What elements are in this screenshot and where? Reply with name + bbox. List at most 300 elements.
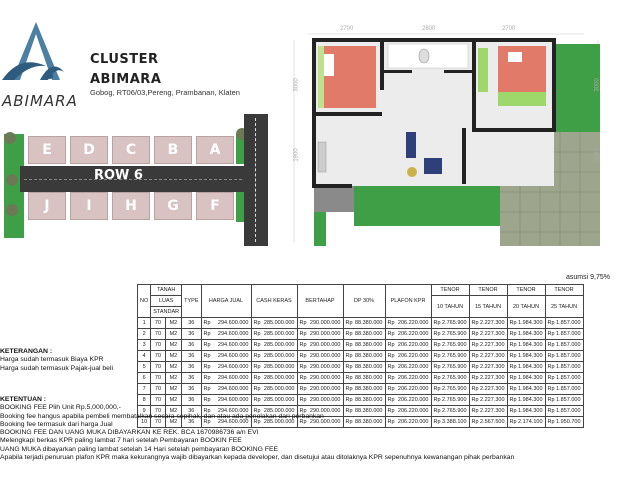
- table-row: [138, 351, 584, 362]
- currency-label: Rp: [433, 408, 441, 414]
- cell-cash-keras: [251, 318, 297, 329]
- currency-label: Rp: [547, 419, 555, 425]
- currency-label: Rp: [299, 397, 307, 403]
- currency-label: Rp: [471, 364, 479, 370]
- cell-unit: M2: [165, 329, 181, 340]
- cell-value: 1.857.000: [556, 331, 581, 337]
- header-standar: STANDAR: [151, 307, 182, 318]
- cell-value: 290.000.000: [309, 331, 341, 337]
- cell-value: 290.000.000: [309, 419, 341, 425]
- cell-dp: [343, 340, 385, 351]
- currency-label: Rp: [299, 375, 307, 381]
- cell-value: 285.000.000: [263, 375, 295, 381]
- cell-value: 1.857.000: [556, 375, 581, 381]
- cell-value: 294.600.000: [217, 419, 249, 425]
- cell-value: 290.000.000: [309, 397, 341, 403]
- cell-tenor-20: [507, 329, 545, 340]
- currency-label: Rp: [299, 364, 307, 370]
- header-tenor-20: 20 TAHUN: [507, 296, 545, 318]
- ketentuan-item: BOOKING FEE DAN UANG MUKA DIBAYARKAN KE REK. BCA 1670986736 a/n EVI: [0, 429, 259, 437]
- cell-value: 1.857.000: [556, 397, 581, 403]
- brand-title-line1: CLUSTER: [90, 52, 159, 67]
- cell-tenor-15: [469, 329, 507, 340]
- ketentuan-item: Booking fee hangus apabila pembeli membatalkan secara sepihak, dan atau ada penolakan dari perbankan: [0, 412, 324, 420]
- cell-plafon: [385, 362, 431, 373]
- currency-label: Rp: [433, 342, 441, 348]
- currency-label: Rp: [547, 364, 555, 370]
- cell-value: 2.227.300: [480, 386, 505, 392]
- cell-harga-jual: [201, 384, 251, 395]
- row-no: 7: [138, 384, 151, 395]
- currency-label: Rp: [253, 353, 261, 359]
- cell-unit: M2: [165, 395, 181, 406]
- currency-label: Rp: [471, 331, 479, 337]
- tree-icon: [4, 132, 16, 144]
- currency-label: Rp: [345, 364, 353, 370]
- cell-value: 88.380.000: [354, 397, 383, 403]
- currency-label: Rp: [253, 331, 261, 337]
- row-no: 5: [138, 362, 151, 373]
- lot-G[interactable]: G: [154, 192, 192, 220]
- keterangan-section: [0, 348, 140, 373]
- cell-bertahap: [297, 329, 343, 340]
- currency-label: Rp: [345, 342, 353, 348]
- cell-tenor-25: [545, 340, 583, 351]
- dimension-label: 2700: [502, 26, 516, 32]
- cell-cash-keras: [251, 340, 297, 351]
- cell-harga-jual: [201, 373, 251, 384]
- cell-value: 88.380.000: [354, 331, 383, 337]
- ketentuan-item: Apabila terjadi penuruan plafon KPR maka kekurangnya wajib dibayarkan kepada developer, dan disetujui atau ditolaknya KPR sepenuhnya kewanangan pihak perbankan: [0, 454, 515, 462]
- cell-value: 1.984.300: [518, 375, 543, 381]
- cell-value: 1.857.000: [556, 386, 581, 392]
- row-no: 9: [138, 406, 151, 417]
- header-tenor: TENOR: [431, 285, 469, 296]
- cell-tenor-25: [545, 362, 583, 373]
- lot-H[interactable]: H: [112, 192, 150, 220]
- currency-label: Rp: [471, 353, 479, 359]
- header-no: NO: [138, 285, 151, 318]
- currency-label: Rp: [547, 397, 555, 403]
- cell-tenor-25: [545, 384, 583, 395]
- cell-value: 294.600.000: [217, 353, 249, 359]
- header-luas: LUAS: [151, 296, 182, 307]
- ketentuan-item: UANG MUKA dibayarkan paling lambat setelah 14 Hari setelah pembayaran BOOKING FEE: [0, 445, 279, 453]
- cell-value: 290.000.000: [309, 364, 341, 370]
- cell-value: 2.227.300: [480, 375, 505, 381]
- currency-label: Rp: [203, 331, 211, 337]
- cell-harga-jual: [201, 318, 251, 329]
- cell-tenor-10: [431, 373, 469, 384]
- tree-icon: [6, 204, 18, 216]
- cell-value: 88.380.000: [354, 386, 383, 392]
- lot-C[interactable]: C: [112, 136, 150, 164]
- currency-label: Rp: [547, 375, 555, 381]
- cell-value: 285.000.000: [263, 364, 295, 370]
- cell-plafon: [385, 318, 431, 329]
- cell-bertahap: [297, 351, 343, 362]
- cell-value: 285.000.000: [263, 353, 295, 359]
- currency-label: Rp: [547, 320, 555, 326]
- currency-label: Rp: [345, 408, 353, 414]
- cell-value: 1.984.300: [518, 408, 543, 414]
- row-no: 3: [138, 340, 151, 351]
- cell-dp: [343, 373, 385, 384]
- cell-tenor-10: [431, 384, 469, 395]
- cell-unit: M2: [165, 406, 181, 417]
- cell-tenor-20: [507, 373, 545, 384]
- table-row: [138, 340, 584, 351]
- cell-value: 206.220.000: [397, 364, 429, 370]
- cell-value: 206.220.000: [397, 419, 429, 425]
- currency-label: Rp: [433, 331, 441, 337]
- cell-value: 88.380.000: [354, 342, 383, 348]
- cell-value: 88.380.000: [354, 408, 383, 414]
- table-row: [138, 329, 584, 340]
- header-tenor-10: 10 TAHUN: [431, 296, 469, 318]
- currency-label: Rp: [509, 375, 517, 381]
- cell-value: 285.000.000: [263, 342, 295, 348]
- currency-label: Rp: [471, 408, 479, 414]
- currency-label: Rp: [387, 397, 395, 403]
- currency-label: Rp: [203, 397, 211, 403]
- currency-label: Rp: [433, 364, 441, 370]
- cell-type: 36: [182, 395, 201, 406]
- cell-value: 88.380.000: [354, 320, 383, 326]
- keterangan-title: KETERANGAN :: [0, 348, 53, 355]
- currency-label: Rp: [253, 419, 261, 425]
- cell-value: 1.857.000: [556, 342, 581, 348]
- cell-harga-jual: [201, 362, 251, 373]
- currency-label: Rp: [387, 320, 395, 326]
- cell-tenor-10: [431, 362, 469, 373]
- cell-type: 36: [182, 329, 201, 340]
- currency-label: Rp: [471, 342, 479, 348]
- currency-label: Rp: [299, 353, 307, 359]
- cell-value: 290.000.000: [309, 386, 341, 392]
- floor-plan-drawing: [284, 22, 606, 250]
- cell-value: 290.000.000: [309, 375, 341, 381]
- dimension-label: 2800: [422, 26, 436, 32]
- cell-plafon: [385, 384, 431, 395]
- lot-E[interactable]: E: [28, 136, 66, 164]
- currency-label: Rp: [547, 386, 555, 392]
- cell-unit: M2: [165, 362, 181, 373]
- cell-harga-jual: [201, 351, 251, 362]
- table-row: [138, 318, 584, 329]
- header-bertahap: BERTAHAP: [297, 285, 343, 318]
- cell-dp: [343, 362, 385, 373]
- currency-label: Rp: [509, 342, 517, 348]
- cell-tenor-25: [545, 351, 583, 362]
- cell-value: 294.600.000: [217, 375, 249, 381]
- currency-label: Rp: [509, 397, 517, 403]
- cell-plafon: [385, 351, 431, 362]
- cell-value: 2.765.900: [442, 397, 467, 403]
- cell-value: 2.765.900: [442, 353, 467, 359]
- cell-value: 1.950.700: [556, 419, 581, 425]
- cell-unit: M2: [165, 340, 181, 351]
- cell-value: 3.388.100: [442, 419, 467, 425]
- currency-label: Rp: [345, 386, 353, 392]
- cell-harga-jual: [201, 329, 251, 340]
- cell-tenor-15: [469, 362, 507, 373]
- cell-value: 285.000.000: [263, 320, 295, 326]
- cell-luas: 70: [151, 373, 165, 384]
- cell-value: 1.984.300: [518, 364, 543, 370]
- cell-tenor-15: [469, 340, 507, 351]
- currency-label: Rp: [509, 331, 517, 337]
- currency-label: Rp: [509, 386, 517, 392]
- cell-value: 206.220.000: [397, 353, 429, 359]
- assumption-note: asumsi 9,75%: [566, 274, 610, 281]
- cell-value: 285.000.000: [263, 397, 295, 403]
- currency-label: Rp: [387, 342, 395, 348]
- cell-value: 206.220.000: [397, 331, 429, 337]
- header-tanah: TANAH: [151, 285, 182, 296]
- cell-value: 1.984.300: [518, 320, 543, 326]
- tree-icon: [6, 174, 18, 186]
- row-no: 6: [138, 373, 151, 384]
- row-no: 4: [138, 351, 151, 362]
- lot-B[interactable]: B: [154, 136, 192, 164]
- cell-luas: 70: [151, 395, 165, 406]
- currency-label: Rp: [547, 342, 555, 348]
- cell-tenor-20: [507, 362, 545, 373]
- cell-type: 36: [182, 373, 201, 384]
- cell-value: 294.600.000: [217, 397, 249, 403]
- currency-label: Rp: [433, 375, 441, 381]
- lot-F[interactable]: F: [196, 192, 234, 220]
- cell-luas: 70: [151, 351, 165, 362]
- cell-luas: 70: [151, 406, 165, 417]
- cell-value: 294.600.000: [217, 342, 249, 348]
- currency-label: Rp: [299, 331, 307, 337]
- lot-I[interactable]: I: [70, 192, 108, 220]
- cell-value: 206.220.000: [397, 320, 429, 326]
- cell-value: 1.984.300: [518, 386, 543, 392]
- currency-label: Rp: [345, 353, 353, 359]
- cell-bertahap: [297, 362, 343, 373]
- cell-tenor-20: [507, 340, 545, 351]
- cell-value: 206.220.000: [397, 386, 429, 392]
- currency-label: Rp: [509, 320, 517, 326]
- currency-label: Rp: [299, 320, 307, 326]
- cell-value: 2.227.300: [480, 397, 505, 403]
- header-dp: DP 30%: [343, 285, 385, 318]
- currency-label: Rp: [547, 331, 555, 337]
- ketentuan-title: KETENTUAN :: [0, 396, 47, 403]
- currency-label: Rp: [471, 320, 479, 326]
- cell-luas: 70: [151, 417, 165, 428]
- header-harga-jual: HARGA JUAL: [201, 285, 251, 318]
- table-row: [138, 362, 584, 373]
- cell-tenor-15: [469, 318, 507, 329]
- cell-value: 1.857.000: [556, 364, 581, 370]
- header-tenor: TENOR: [507, 285, 545, 296]
- row-label: ROW 6: [94, 168, 143, 183]
- currency-label: Rp: [253, 364, 261, 370]
- cell-cash-keras: [251, 351, 297, 362]
- dimension-label: 3000: [594, 78, 601, 92]
- cell-value: 206.220.000: [397, 342, 429, 348]
- currency-label: Rp: [509, 364, 517, 370]
- cell-value: 285.000.000: [263, 419, 295, 425]
- cell-tenor-10: [431, 318, 469, 329]
- cell-value: 2.227.300: [480, 408, 505, 414]
- currency-label: Rp: [253, 397, 261, 403]
- currency-label: Rp: [203, 353, 211, 359]
- cell-value: 294.600.000: [217, 320, 249, 326]
- cell-unit: M2: [165, 318, 181, 329]
- keterangan-item: Harga sudah termasuk Pajak-jual beli: [0, 364, 113, 372]
- brand-address: Gobog, RT06/03,Pereng, Prambanan, Klaten: [90, 88, 240, 97]
- cell-unit: M2: [165, 384, 181, 395]
- cell-value: 285.000.000: [263, 386, 295, 392]
- cell-value: 2.765.900: [442, 342, 467, 348]
- brand-title-line2: ABIMARA: [90, 72, 162, 87]
- currency-label: Rp: [345, 397, 353, 403]
- header-type: TYPE: [182, 285, 201, 318]
- cell-value: 290.000.000: [309, 408, 341, 414]
- cell-value: 290.000.000: [309, 342, 341, 348]
- cell-cash-keras: [251, 373, 297, 384]
- currency-label: Rp: [433, 320, 441, 326]
- cell-value: 294.600.000: [217, 408, 249, 414]
- cell-value: 1.984.300: [518, 397, 543, 403]
- currency-label: Rp: [471, 375, 479, 381]
- dimension-label: 1900: [594, 148, 601, 162]
- cell-tenor-10: [431, 351, 469, 362]
- grass-strip: [236, 192, 244, 222]
- cell-luas: 70: [151, 318, 165, 329]
- currency-label: Rp: [387, 375, 395, 381]
- row-no: 1: [138, 318, 151, 329]
- cell-luas: 70: [151, 340, 165, 351]
- cell-tenor-10: [431, 340, 469, 351]
- dimension-label: 3000: [293, 78, 300, 92]
- row-no: 2: [138, 329, 151, 340]
- cell-value: 1.984.300: [518, 353, 543, 359]
- table-row: [138, 384, 584, 395]
- logo-wordmark: ABIMARA: [2, 92, 78, 110]
- lot-J[interactable]: J: [28, 192, 66, 220]
- ketentuan-section: [0, 396, 600, 462]
- ketentuan-item: BOOKING FEE Plih Unit Rp.5,000,000,-: [0, 404, 121, 412]
- cell-value: 2.567.500: [480, 419, 505, 425]
- currency-label: Rp: [547, 353, 555, 359]
- cell-unit: M2: [165, 417, 181, 428]
- header-tenor-25: 25 TAHUN: [545, 296, 583, 318]
- cell-type: 36: [182, 406, 201, 417]
- cell-unit: M2: [165, 373, 181, 384]
- cell-dp: [343, 318, 385, 329]
- currency-label: Rp: [509, 408, 517, 414]
- lot-A[interactable]: A: [196, 136, 234, 164]
- cell-cash-keras: [251, 362, 297, 373]
- cell-type: 36: [182, 340, 201, 351]
- cell-luas: 70: [151, 362, 165, 373]
- cell-plafon: [385, 329, 431, 340]
- cell-value: 88.380.000: [354, 375, 383, 381]
- currency-label: Rp: [253, 320, 261, 326]
- currency-label: Rp: [203, 364, 211, 370]
- currency-label: Rp: [253, 386, 261, 392]
- cell-tenor-25: [545, 329, 583, 340]
- cell-value: 1.857.000: [556, 320, 581, 326]
- cell-value: 88.380.000: [354, 364, 383, 370]
- currency-label: Rp: [387, 364, 395, 370]
- cell-bertahap: [297, 384, 343, 395]
- row-no: 8: [138, 395, 151, 406]
- cell-value: 294.600.000: [217, 364, 249, 370]
- cell-dp: [343, 351, 385, 362]
- cell-bertahap: [297, 340, 343, 351]
- currency-label: Rp: [203, 408, 211, 414]
- currency-label: Rp: [387, 386, 395, 392]
- cell-type: 36: [182, 417, 201, 428]
- header-tenor: TENOR: [545, 285, 583, 296]
- cell-value: 206.220.000: [397, 397, 429, 403]
- header-cash-keras: CASH KERAS: [251, 285, 297, 318]
- site-plan: [0, 112, 272, 248]
- cell-value: 2.765.900: [442, 386, 467, 392]
- cell-value: 88.380.000: [354, 419, 383, 425]
- header-tenor-15: 15 TAHUN: [469, 296, 507, 318]
- currency-label: Rp: [299, 342, 307, 348]
- currency-label: Rp: [471, 386, 479, 392]
- cell-value: 2.227.300: [480, 353, 505, 359]
- cell-type: 36: [182, 384, 201, 395]
- currency-label: Rp: [509, 419, 517, 425]
- currency-label: Rp: [253, 342, 261, 348]
- cell-value: 2.227.300: [480, 320, 505, 326]
- currency-label: Rp: [345, 320, 353, 326]
- cell-plafon: [385, 373, 431, 384]
- cell-cash-keras: [251, 384, 297, 395]
- currency-label: Rp: [509, 353, 517, 359]
- currency-label: Rp: [433, 386, 441, 392]
- cell-bertahap: [297, 373, 343, 384]
- floor-plan: [284, 22, 606, 250]
- cell-value: 2.765.900: [442, 320, 467, 326]
- cell-value: 1.857.000: [556, 353, 581, 359]
- cell-unit: M2: [165, 351, 181, 362]
- cell-tenor-15: [469, 384, 507, 395]
- ketentuan-item: Booking fee termasuk dari harga Jual: [0, 420, 113, 428]
- cell-value: 88.380.000: [354, 353, 383, 359]
- cell-tenor-15: [469, 373, 507, 384]
- cell-value: 2.227.300: [480, 364, 505, 370]
- cell-type: 36: [182, 362, 201, 373]
- road-vertical: [244, 114, 268, 246]
- lot-D[interactable]: D: [70, 136, 108, 164]
- cell-dp: [343, 329, 385, 340]
- row-no: 10: [138, 417, 151, 428]
- cell-tenor-20: [507, 384, 545, 395]
- dimension-label: 2700: [340, 26, 354, 32]
- cell-plafon: [385, 340, 431, 351]
- currency-label: Rp: [253, 375, 261, 381]
- currency-label: Rp: [547, 408, 555, 414]
- cell-value: 294.600.000: [217, 331, 249, 337]
- cell-type: 36: [182, 351, 201, 362]
- cell-value: 206.220.000: [397, 408, 429, 414]
- cell-value: 1.984.300: [518, 331, 543, 337]
- cell-tenor-20: [507, 351, 545, 362]
- currency-label: Rp: [387, 419, 395, 425]
- header-tenor: TENOR: [469, 285, 507, 296]
